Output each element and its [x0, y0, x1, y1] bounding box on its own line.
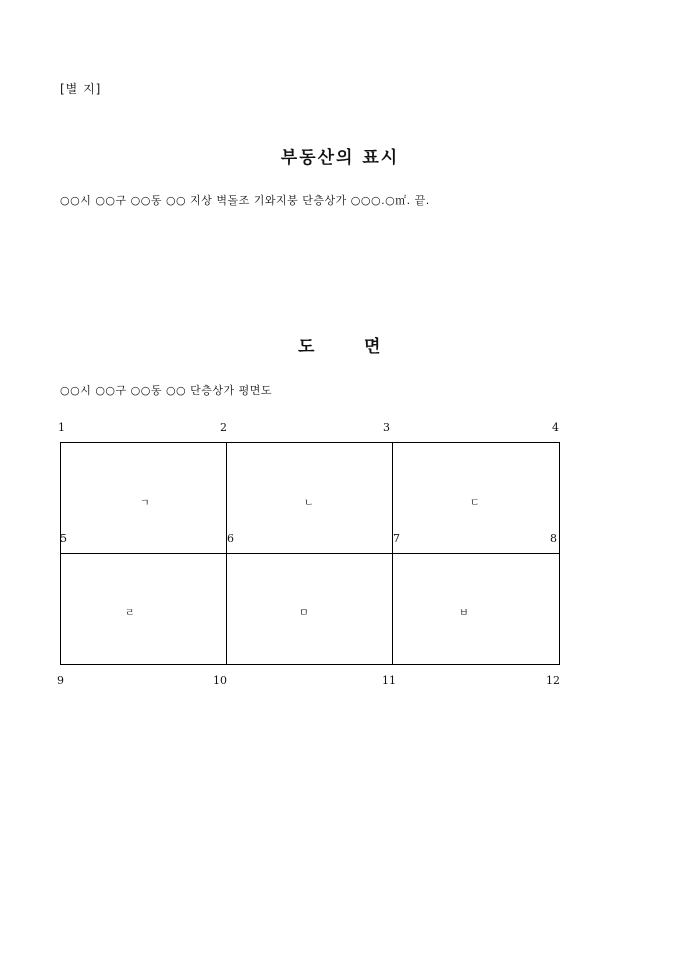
room-label-5: ㅁ — [299, 608, 309, 619]
attachment-label: [별 지] — [60, 82, 102, 96]
drawing-title-right: 면 — [364, 337, 381, 357]
point-label-10: 10 — [213, 674, 227, 687]
point-label-7: 7 — [393, 532, 400, 545]
point-label-6: 6 — [227, 532, 234, 545]
point-label-12: 12 — [546, 674, 560, 687]
room-label-1: ㄱ — [140, 498, 150, 509]
point-label-2: 2 — [220, 421, 227, 434]
drawing-title-left: 도 — [298, 337, 315, 357]
plan-divider-horizontal — [61, 553, 559, 554]
point-label-1: 1 — [58, 421, 65, 434]
point-label-11: 11 — [382, 674, 396, 687]
point-label-3: 3 — [383, 421, 390, 434]
point-label-5: 5 — [60, 532, 67, 545]
point-label-4: 4 — [552, 421, 559, 434]
room-label-6: ㅂ — [459, 608, 469, 619]
room-label-2: ㄴ — [304, 498, 314, 509]
property-title: 부동산의 표시 — [280, 148, 400, 168]
point-label-9: 9 — [57, 674, 64, 687]
room-label-3: ㄷ — [470, 498, 480, 509]
floor-plan — [60, 442, 560, 665]
point-label-8: 8 — [550, 532, 557, 545]
room-label-4: ㄹ — [125, 608, 135, 619]
property-description: ○○시 ○○구 ○○동 ○○ 지상 벽돌조 기와지붕 단층상가 ○○○.○㎡. 끝. — [60, 194, 430, 207]
drawing-description: ○○시 ○○구 ○○동 ○○ 단층상가 평면도 — [60, 384, 273, 397]
